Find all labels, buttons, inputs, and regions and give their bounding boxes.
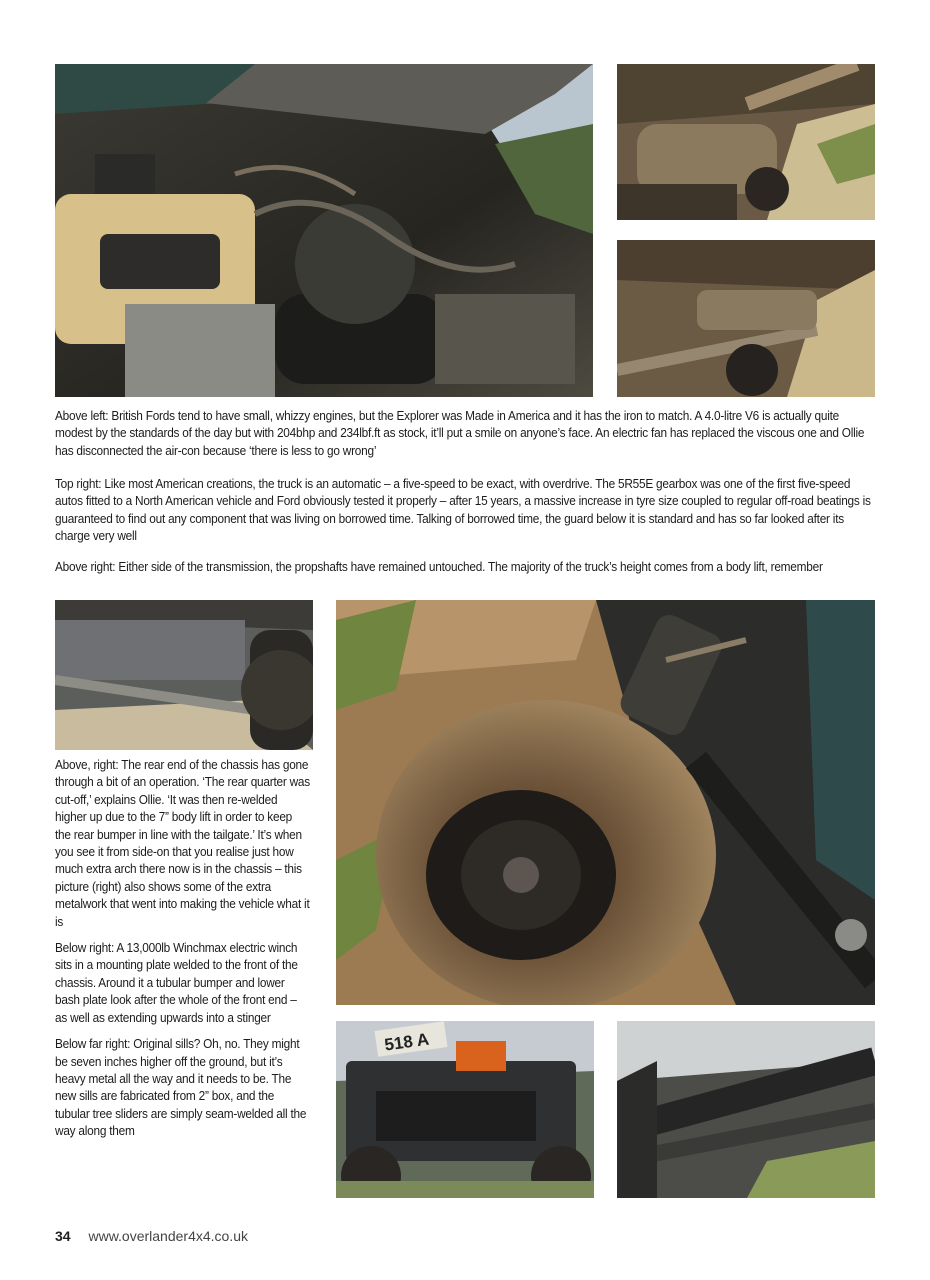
front-bumper-photo — [336, 1021, 594, 1198]
website-link[interactable]: www.overlander4x4.co.uk — [88, 1228, 248, 1244]
page-footer — [55, 1228, 248, 1244]
page-number: 34 — [55, 1228, 71, 1244]
caption-below-far-right: Below far right: Original sills? Oh, no. They might be seven inches higher off the ground, but it’s heavy metal all the way and it needs to be. The new sills are fabricated from 2” box, and the tubular tree sliders are simply seam-welded all the way along them — [55, 1037, 307, 1139]
sill-slider-photo — [617, 1021, 875, 1198]
rear-chassis-photo — [55, 600, 313, 750]
caption-below-right: Below right: A 13,000lb Winchmax electric winch sits in a mounting plate welded to the front of the chassis. Around it a tubular bumper and lower bash plate look after the whole of the front end – as well as extending upwards into a stinger — [55, 941, 298, 1025]
wheel-suspension-photo — [336, 600, 875, 1005]
underside-transmission-photo — [617, 64, 875, 220]
caption-above-right-chassis: Above, right: The rear end of the chassis has gone through a bit of an operation. ‘The rear quarter was cut-off,’ explains Ollie. ‘It was then re-welded higher up due to the 7” body lift in order to keep the rear bumper in line with the tailgate.’ It’s when you see it from side-on that you realise just how much extra arch there now is in the chassis – this picture (right) also shows some of the extra metalwork that went into making the vehicle what it is — [55, 758, 310, 929]
caption-top-right: Top right: Like most American creations, the truck is an automatic – a five-speed to be exact, with overdrive. The 5R55E gearbox was one of the first five-speed autos fitted to a North American vehicle and Ford obviously tested it properly – after 15 years, a massive increase in tyre size coupled to regular off-road beatings is guaranteed to find out any component that was living on borrowed time. Talking of borrowed time, the guard below it is standard and has so far looked after its charge very well — [55, 477, 871, 544]
caption-above-right: Above right: Either side of the transmission, the propshafts have remained untouched. The majority of the truck’s height comes from a body lift, remember — [55, 560, 823, 574]
underside-propshaft-photo — [617, 240, 875, 397]
caption-above-left: Above left: British Fords tend to have small, whizzy engines, but the Explorer was Made in America and it has the iron to match. A 4.0-litre V6 is actually quite modest by the standards of the day but with 204bhp and 234lbf.ft as stock, it’ll put a smile on anyone’s face. An electric fan has replaced the viscous one and Ollie has disconnected the air-con because ‘there is less to go wrong’ — [55, 409, 865, 458]
engine-bay-photo — [55, 64, 593, 397]
plate-text: 518 A — [383, 1029, 431, 1055]
side-captions — [55, 757, 311, 1150]
